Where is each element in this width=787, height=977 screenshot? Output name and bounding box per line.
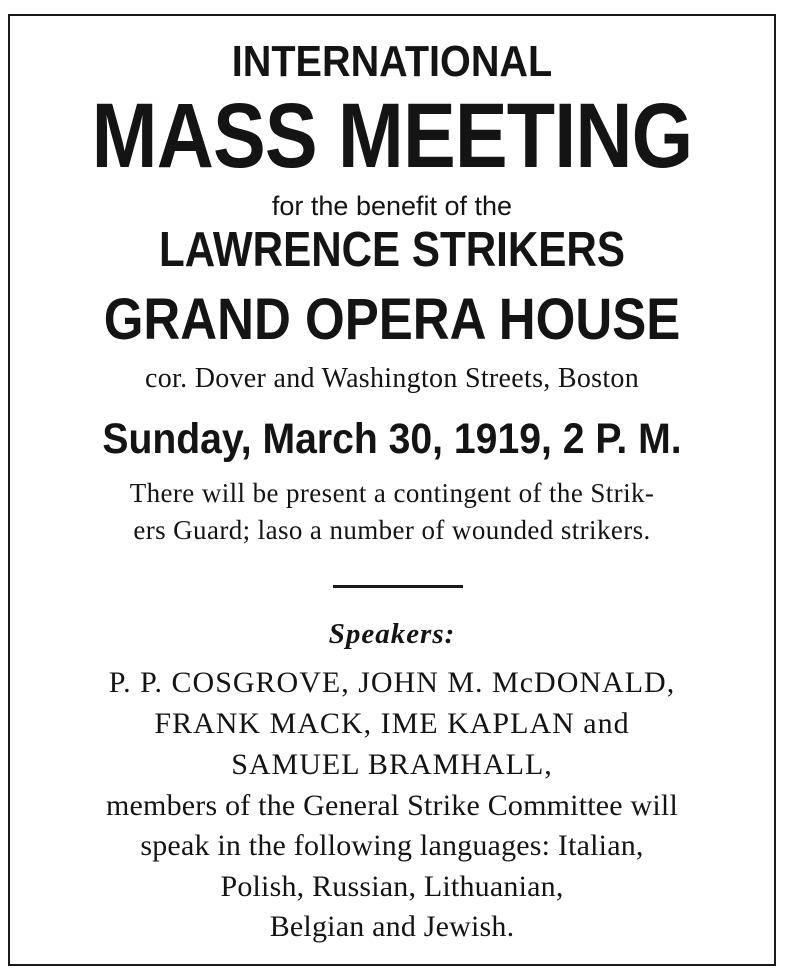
headline-lawrence-strikers: LAWRENCE STRIKERS: [159, 223, 625, 277]
venue-name: GRAND OPERA HOUSE: [103, 287, 681, 352]
speakers-heading: Speakers:: [328, 618, 456, 650]
members-line-4: Belgian and Jewish.: [269, 910, 515, 943]
speakers-line-2: FRANK MACK, IME KAPLAN and: [154, 707, 630, 740]
section-divider: [333, 585, 463, 588]
benefit-text: for the benefit of the: [271, 191, 513, 221]
members-line-2: speak in the following languages: Italian,: [140, 829, 644, 862]
event-date: Sunday, March 30, 1919, 2 P. M.: [102, 415, 682, 463]
headline-international: INTERNATIONAL: [231, 37, 553, 86]
notice-line-1: There will be present a contingent of the Strik-: [129, 478, 655, 508]
members-line-1: members of the General Strike Committee will: [106, 789, 678, 822]
headline-mass-meeting: MASS MEETING: [91, 85, 693, 187]
notice-line-2: ers Guard; laso a number of wounded strikers.: [133, 515, 651, 545]
speakers-line-3: SAMUEL BRAMHALL,: [231, 748, 553, 781]
venue-address: cor. Dover and Washington Streets, Boston: [144, 363, 640, 394]
members-line-3: Polish, Russian, Lithuanian,: [220, 870, 564, 903]
speakers-line-1: P. P. COSGROVE, JOHN M. McDONALD,: [108, 666, 676, 699]
